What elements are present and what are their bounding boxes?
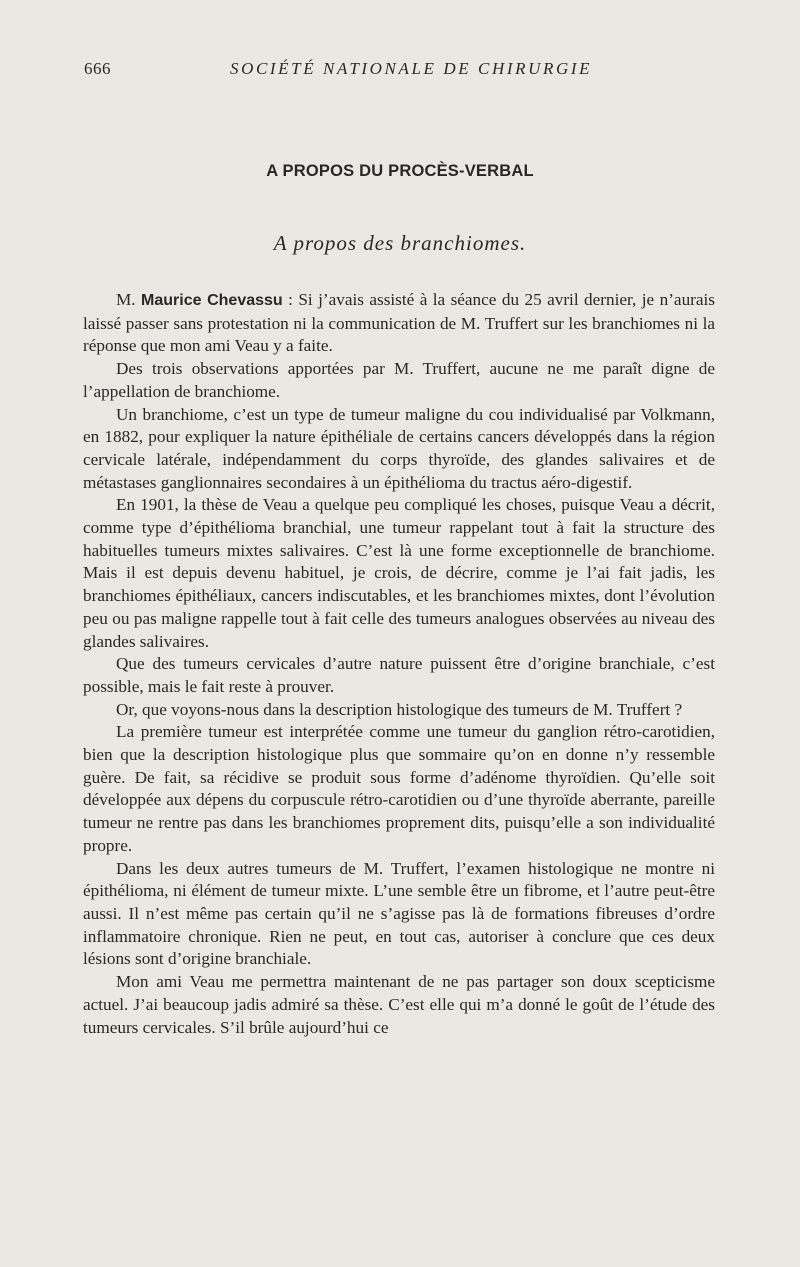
paragraph: Or, que voyons-nous dans la description histologique des tumeurs de M. Truffert ?: [116, 699, 683, 719]
paragraph: Que des tumeurs cervicales d’autre nature puissent être d’origine branchiale, c’est possible, mais le fait reste à prouver.: [83, 654, 715, 696]
page-number: 666: [84, 59, 111, 78]
article-body: [83, 289, 715, 1039]
paragraph: [83, 289, 715, 358]
article-subtitle: A propos des branchiomes.: [273, 231, 527, 255]
running-title: SOCIÉTÉ NATIONALE DE CHIRURGIE: [230, 59, 593, 78]
paragraph: En 1901, la thèse de Veau a quelque peu compliqué les choses, puisque Veau a décrit, comme type d’épithélioma branchial, une tumeur rappelant tout à fait la structure des habituelles tumeurs mixtes salivaires. C’est là une forme exceptionnelle de branchiome. Mais il est depuis devenu habituel, je crois, de décrire, comme je l’ai fait jadis, les branchiomes épithéliaux, cancers indiscutables, et les branchiomes mixtes, dont l’évolution peu ou pas maligne rappelle tout à fait celle des tumeurs analogues observées au niveau des glandes salivaires.: [83, 495, 715, 651]
paragraph-text: : Si j’avais assisté à la séance du 25 avril dernier, je n’aurais laissé passer sans protestation ni la communication de M. Truffert sur les branchiomes ni la réponse que mon ami Veau y a faite.: [83, 290, 715, 356]
paragraph: La première tumeur est interprétée comme une tumeur du ganglion rétro-carotidien, bien que la description histologique plus que sommaire qu’on en donne n’y ressemble guère. De fait, sa récidive se produit sous forme d’adénome thyroïdien. Qu’elle soit développée aux dépens du corpuscule rétro-carotidien ou d’une thyroïde aberrante, pareille tumeur ne rentre pas dans les branchiomes proprement dits, puisqu’elle a son individualité propre.: [83, 722, 715, 855]
section-title: A PROPOS DU PROCÈS-VERBAL: [266, 162, 534, 180]
running-header: [84, 59, 718, 83]
paragraph: Mon ami Veau me permettra maintenant de ne pas partager son doux scepticisme actuel. J’ai beaucoup jadis admiré sa thèse. C’est elle qui m’a donné le goût de l’étude des tumeurs cervicales. S’il brûle aujourd’hui ce: [83, 972, 715, 1037]
speaker-name: Maurice Chevassu: [141, 292, 283, 309]
paragraph: Dans les deux autres tumeurs de M. Truffert, l’examen histologique ne montre ni épithélioma, ni élément de tumeur mixte. L’une semble être un fibrome, et l’autre peut-être aussi. Il n’est même pas certain qu’il ne s’agisse pas là de formations fibreuses d’ordre inflammatoire chronique. Rien ne peut, en tout cas, autoriser à conclure que ces deux lésions sont d’origine branchiale.: [83, 858, 715, 969]
paragraph: Un branchiome, c’est un type de tumeur maligne du cou individualisé par Volkmann, en 1882, pour expliquer la nature épithéliale de certains cancers développés dans la région cervicale latérale, indépendamment du corps thyroïde, des glandes salivaires et de métastases ganglionnaires secondaires à un épithélioma du tractus aéro-digestif.: [83, 404, 715, 492]
speaker-prefix: M.: [116, 290, 142, 309]
paragraph: Des trois observations apportées par M. Truffert, aucune ne me paraît digne de l’appellation de branchiome.: [83, 359, 715, 401]
